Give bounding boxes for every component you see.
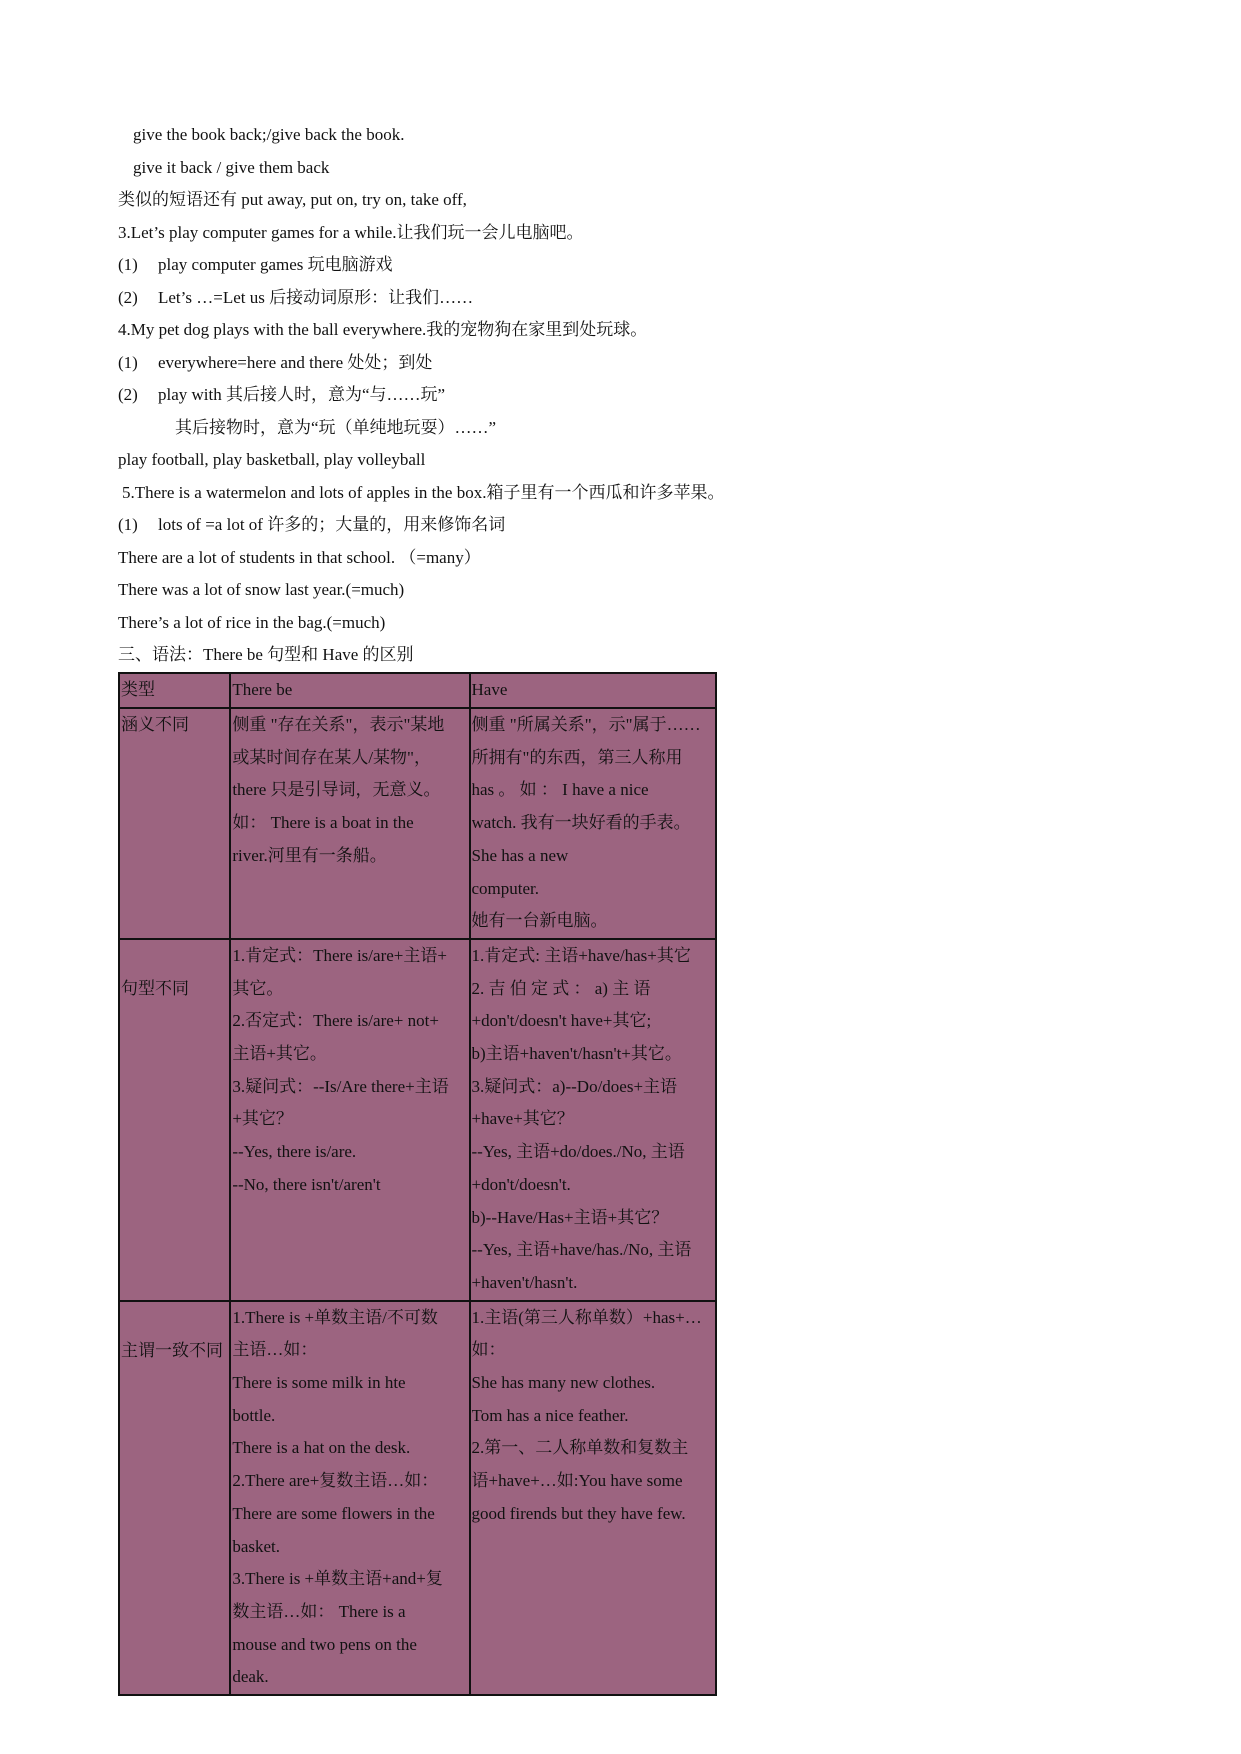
there-be-cell bbox=[230, 1301, 469, 1695]
row-label: 主谓一致不同 bbox=[119, 1301, 230, 1695]
item-number: (1) bbox=[118, 353, 138, 372]
item-text: Let’s …=Let us 后接动词原形：让我们…… bbox=[158, 288, 474, 307]
cell-line: river.河里有一条船。 bbox=[232, 845, 387, 865]
cell-line: b)主语+haven't/hasn't+其它。 bbox=[471, 1044, 682, 1064]
cell-line: there 只是引导词，无意义。 bbox=[232, 780, 441, 800]
cell-line: good firends but they have few. bbox=[471, 1503, 686, 1523]
there-be-cell bbox=[230, 708, 469, 939]
text-line bbox=[118, 385, 445, 405]
text-line: give the book back;/give back the book. bbox=[133, 125, 405, 144]
cell-line: --No, there isn't/aren't bbox=[232, 1174, 381, 1194]
grammar-comparison-table bbox=[118, 672, 717, 1696]
cell-line: 2.第一、二人称单数和复数主 bbox=[471, 1438, 689, 1458]
cell-line: There is a hat on the desk. bbox=[232, 1438, 411, 1458]
item-number: (1) bbox=[118, 515, 138, 534]
text-line: 类似的短语还有 put away, put on, try on, take off, bbox=[118, 190, 467, 209]
table-row-sentence-pattern bbox=[119, 939, 716, 1301]
text-line: 5.There is a watermelon and lots of apples in the box.箱子里有一个西瓜和许多苹果。 bbox=[122, 483, 725, 502]
cell-line: +have+其它？ bbox=[471, 1109, 574, 1129]
cell-line: b)--Have/Has+主语+其它？ bbox=[471, 1207, 669, 1227]
cell-line: 2.否定式：There is/are+ not+ bbox=[232, 1011, 439, 1031]
cell-line: 如： bbox=[471, 1340, 506, 1360]
cell-line: 或某时间存在某人/某物"， bbox=[232, 747, 431, 767]
cell-line: There is some milk in hte bbox=[232, 1373, 406, 1393]
have-cell bbox=[470, 939, 716, 1301]
text-line: There are a lot of students in that school. （=many） bbox=[118, 548, 481, 567]
cell-line: She has a new bbox=[471, 845, 569, 865]
item-number: (2) bbox=[118, 288, 138, 307]
cell-line: 2.There are+复数主语…如： bbox=[232, 1471, 439, 1491]
there-be-cell bbox=[230, 939, 469, 1301]
cell-line: 语+have+…如:You have some bbox=[471, 1471, 683, 1491]
cell-line: basket. bbox=[232, 1536, 281, 1556]
cell-line: 她有一台新电脑。 bbox=[471, 911, 608, 931]
cell-line: --Yes, there is/are. bbox=[232, 1142, 357, 1162]
text-line: There’s a lot of rice in the bag.(=much) bbox=[118, 613, 386, 632]
cell-line: +haven't/hasn't. bbox=[471, 1272, 578, 1292]
header-cell-there-be: There be bbox=[230, 673, 469, 708]
text-line: There was a lot of snow last year.(=much) bbox=[118, 580, 405, 599]
cell-line: 3.疑问式：a)--Do/does+主语 bbox=[471, 1076, 678, 1096]
item-text: lots of =a lot of 许多的；大量的，用来修饰名词 bbox=[158, 515, 506, 534]
cell-line: 3.疑问式：--Is/Are there+主语 bbox=[232, 1076, 449, 1096]
cell-line: 3.There is +单数主语+and+复 bbox=[232, 1569, 443, 1589]
have-cell bbox=[470, 1301, 716, 1695]
have-cell bbox=[470, 708, 716, 939]
table-row-meaning bbox=[119, 708, 716, 939]
row-label: 句型不同 bbox=[119, 939, 230, 1301]
cell-line: +don't/doesn't have+其它; bbox=[471, 1011, 652, 1031]
cell-line: +其它？ bbox=[232, 1109, 293, 1129]
cell-line: 1.肯定式：There is/are+主语+ bbox=[232, 945, 447, 965]
table-row-agreement bbox=[119, 1301, 716, 1695]
text-line bbox=[118, 255, 393, 275]
item-text: everywhere=here and there 处处；到处 bbox=[158, 353, 433, 372]
text-line: 3.Let’s play computer games for a while.让我们玩一会儿电脑吧。 bbox=[118, 223, 584, 242]
text-line bbox=[118, 353, 432, 373]
cell-line: 所拥有"的东西，第三人称用 bbox=[471, 747, 683, 767]
row-label: 涵义不同 bbox=[119, 708, 230, 939]
text-line: 4.My pet dog plays with the ball everywhere.我的宠物狗在家里到处玩球。 bbox=[118, 320, 648, 339]
item-number: (1) bbox=[118, 255, 138, 274]
cell-line: has 。 如 ： I have a nice bbox=[471, 780, 649, 800]
text-line: 其后接物时，意为“玩（单纯地玩耍）……” bbox=[175, 418, 497, 437]
table-header-row bbox=[119, 673, 716, 708]
header-cell-type: 类型 bbox=[119, 673, 230, 708]
cell-line: computer. bbox=[471, 878, 540, 898]
cell-line: deak. bbox=[232, 1667, 269, 1687]
cell-line: She has many new clothes. bbox=[471, 1373, 656, 1393]
cell-line: --Yes, 主语+have/has./No, 主语 bbox=[471, 1240, 692, 1260]
cell-line: 数主语…如： There is a bbox=[232, 1601, 406, 1621]
header-cell-have: Have bbox=[470, 673, 716, 708]
cell-line: 主语…如： bbox=[232, 1340, 318, 1360]
cell-line: bottle. bbox=[232, 1405, 276, 1425]
item-number: (2) bbox=[118, 385, 138, 404]
text-line: give it back / give them back bbox=[133, 158, 330, 177]
cell-line: 侧重 "存在关系"，表示"某地 bbox=[232, 715, 445, 734]
item-text: play with 其后接人时，意为“与……玩” bbox=[158, 385, 446, 404]
cell-line: 主语+其它。 bbox=[232, 1044, 327, 1064]
cell-line: 侧重 "所属关系"，示"属于…… bbox=[471, 715, 701, 734]
text-line: play football, play basketball, play volleyball bbox=[118, 450, 426, 469]
cell-line: 如： There is a boat in the bbox=[232, 813, 414, 833]
cell-line: 2. 吉 伯 定 式 ： a) 主 语 bbox=[471, 978, 651, 998]
section-heading: 三、语法：There be 句型和 Have 的区别 bbox=[118, 645, 414, 664]
cell-line: 1.主语(第三人称单数）+has+… bbox=[471, 1307, 702, 1327]
text-line bbox=[118, 288, 473, 308]
cell-line: 1.肯定式: 主语+have/has+其它 bbox=[471, 945, 691, 965]
cell-line: mouse and two pens on the bbox=[232, 1634, 417, 1654]
cell-line: --Yes, 主语+do/does./No, 主语 bbox=[471, 1142, 685, 1162]
item-text: play computer games 玩电脑游戏 bbox=[158, 255, 393, 274]
cell-line: Tom has a nice feather. bbox=[471, 1405, 629, 1425]
text-line bbox=[118, 515, 505, 535]
cell-line: 1.There is +单数主语/不可数 bbox=[232, 1307, 438, 1327]
cell-line: 其它。 bbox=[232, 978, 284, 998]
cell-line: There are some flowers in the bbox=[232, 1503, 435, 1523]
cell-line: watch. 我有一块好看的手表。 bbox=[471, 813, 691, 833]
cell-line: +don't/doesn't. bbox=[471, 1174, 571, 1194]
